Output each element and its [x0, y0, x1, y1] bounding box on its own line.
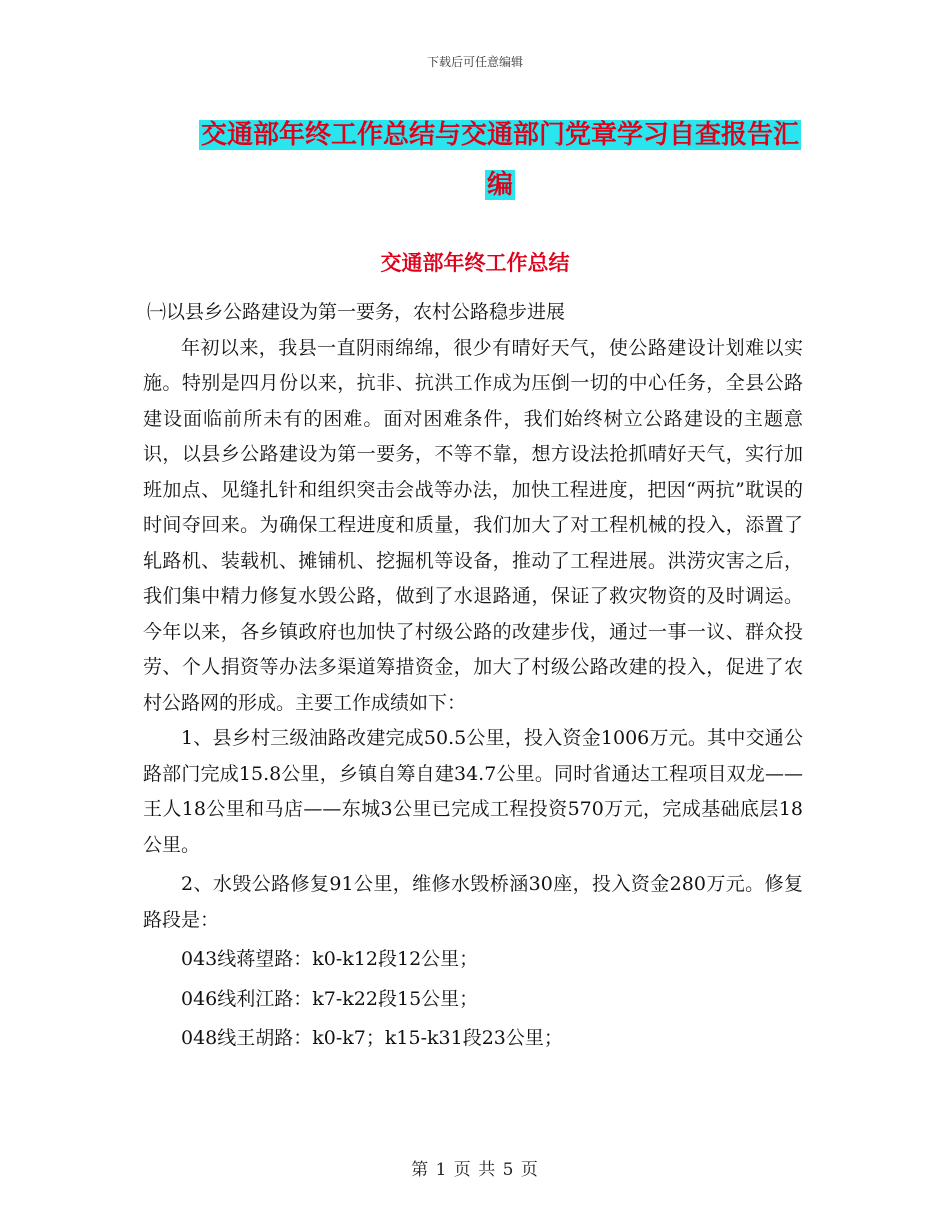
- header-note: 下载后可任意编辑: [426, 55, 523, 69]
- document-title: [190, 110, 810, 210]
- body-text: [143, 295, 803, 1057]
- page-footer: 第 1 页 共 5 页: [411, 1160, 539, 1180]
- road-segment-048: 048线王胡路：k0-k7；k15-k31段23公里；: [181, 1027, 563, 1049]
- road-segment-046: 046线利江路：k7-k22段15公里；: [181, 987, 479, 1010]
- intro-paragraph: 年初以来，我县一直阴雨绵绵，很少有晴好天气，使公路建设计划难以实施。特别是四月份以来，抗非、抗洪工作成为压倒一切的中心任务，全县公路建设面临前所未有的困难。面对困难条件，我们始终树立公路建设的主题意识，以县乡公路建设为第一要务，不等不靠，想方设法抢抓晴好天气，实行加班加点、见缝扎针和组织突击会战等办法，加快工程进度，把因“两抗”耽误的时间夺回来。为确保工程进度和质量，我们加大了对工程机械的投入，添置了轧路机、装载机、摊铺机、挖掘机等设备，推动了工程进展。洪涝灾害之后，我们集中精力修复水毁公路，做到了水退路通，保证了救灾物资的及时调运。今年以来，各乡镇政府也加快了村级公路的改建步伐，通过一事一议、群众投劳、个人捐资等办法多渠道筹措资金，加大了村级公路改建的投入，促进了农村公路网的形成。主要工作成绩如下：: [143, 336, 803, 714]
- road-segment-043: 043线蒋望路：k0-k12段12公里；: [181, 948, 479, 970]
- document-title-line-2: 编: [486, 170, 513, 200]
- item-1-paragraph: 1、县乡村三级油路改建完成50.5公里，投入资金1006万元。其中交通公路部门完成15.8公里，乡镇自筹自建34.7公里。同时省通达工程项目双龙——王人18公里和马店——东城3公里已完成工程投资570万元，完成基础底层18公里。: [143, 727, 803, 856]
- subheading-paragraph: ㈠以县乡公路建设为第一要务，农村公路稳步进展: [147, 301, 566, 323]
- document-title-line-1: 交通部年终工作总结与交通部门党章学习自查报告汇: [200, 120, 799, 150]
- section-title: 交通部年终工作总结: [380, 250, 570, 275]
- item-2-paragraph: 2、水毁公路修复91公里，维修水毁桥涵30座，投入资金280万元。修复路段是：: [143, 873, 803, 931]
